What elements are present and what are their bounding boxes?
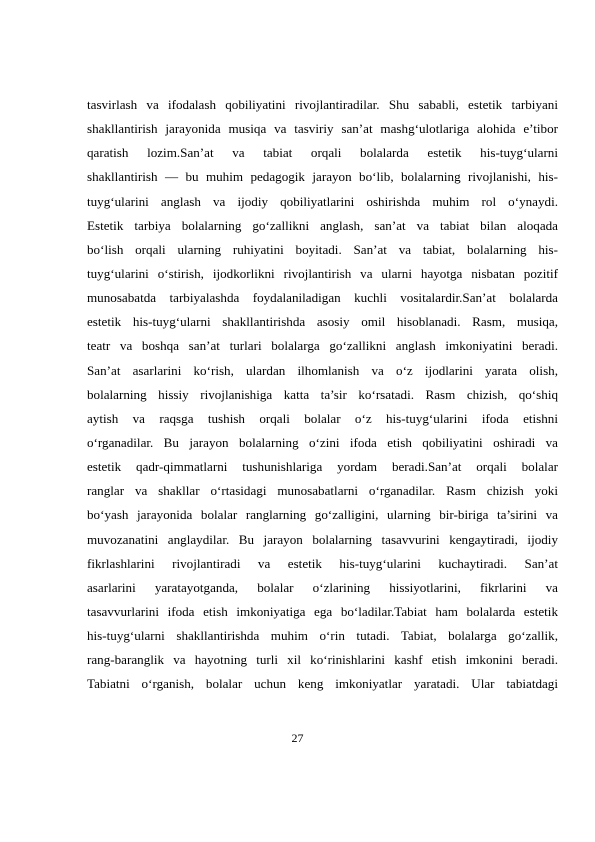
text-line: teatr va boshqa san’at turlari bolalarga go‘zallikni anglash imkoniyatini beradi. (87, 338, 558, 354)
text-line: bo‘yash jarayonida bolalar ranglarning go‘zalligini, ularning bir-biriga ta’sirini va (87, 507, 558, 523)
text-line: San’at asarlarini ko‘rish, ulardan ilhomlanish va o‘z ijodlarini yarata olish, (87, 362, 558, 378)
text-line: bo‘lish orqali ularning ruhiyatini boyitadi. San’at va tabiat, bolalarning his- (87, 241, 558, 257)
text-line: asarlarini yaratayotganda, bolalar o‘zlarining hissiyotlarini, fikrlarini va (87, 579, 558, 595)
text-line: tuyg‘ularini o‘stirish, ijodkorlikni rivojlantirish va ularni hayotga nisbatan pozitif (87, 265, 558, 281)
text-line: estetik his-tuyg‘ularni shakllantirishda asosiy omil hisoblanadi. Rasm, musiqa, (87, 314, 558, 330)
text-line: estetik qadr-qimmatlarni tushunishlariga yordam beradi.San’at orqali bolalar (87, 459, 558, 475)
text-line: rang-baranglik va hayotning turli xil ko‘rinishlarini kashf etish imkonini beradi. (87, 652, 558, 668)
text-line: Estetik tarbiya bolalarning go‘zallikni anglash, san’at va tabiat bilan aloqada (87, 217, 558, 233)
text-line: aytish va raqsga tushish orqali bolalar o‘z his-tuyg‘ularini ifoda etishni (87, 410, 558, 426)
text-line: munosabatda tarbiyalashda foydalaniladigan kuchli vositalardir.San’at bolalarda (87, 290, 558, 306)
text-line: shakllantirish jarayonida musiqa va tasviriy san’at mashg‘ulotlariga alohida e’tibor (87, 121, 558, 137)
text-line: qaratish lozim.San’at va tabiat orqali bolalarda estetik his-tuyg‘ularni (87, 145, 558, 161)
text-line: o‘rganadilar. Bu jarayon bolalarning o‘zini ifoda etish qobiliyatini oshiradi va (87, 434, 558, 450)
body-text (87, 93, 558, 697)
text-line: fikrlashlarini rivojlantiradi va estetik his-tuyg‘ularini kuchaytiradi. San’at (87, 555, 558, 571)
text-line: tasvirlash va ifodalash qobiliyatini rivojlantiradilar. Shu sababli, estetik tarbiyani (87, 97, 558, 112)
text-line: shakllantirish — bu muhim pedagogik jarayon bo‘lib, bolalarning rivojlanishi, his- (87, 169, 558, 185)
text-line: his-tuyg‘ularni shakllantirishda muhim o‘rin tutadi. Tabiat, bolalarga go‘zallik, (87, 628, 558, 644)
text-line: tuyg‘ularini anglash va ijodiy qobiliyatlarini oshirishda muhim rol o‘ynaydi. (87, 193, 558, 209)
page-number: 27 (291, 731, 304, 745)
text-line: Tabiatni o‘rganish, bolalar uchun keng imkoniyatlar yaratadi. Ular tabiatdagi (87, 676, 558, 692)
text-line: ranglar va shakllar o‘rtasidagi munosabatlarni o‘rganadilar. Rasm chizish yoki (87, 483, 558, 499)
text-line: bolalarning hissiy rivojlanishiga katta ta’sir ko‘rsatadi. Rasm chizish, qo‘shiq (87, 386, 558, 402)
text-line: tasavvurlarini ifoda etish imkoniyatiga ega bo‘ladilar.Tabiat ham bolalarda estetik (87, 603, 558, 619)
text-line: muvozanatini anglaydilar. Bu jarayon bolalarning tasavvurini kengaytiradi, ijodiy (87, 531, 558, 547)
